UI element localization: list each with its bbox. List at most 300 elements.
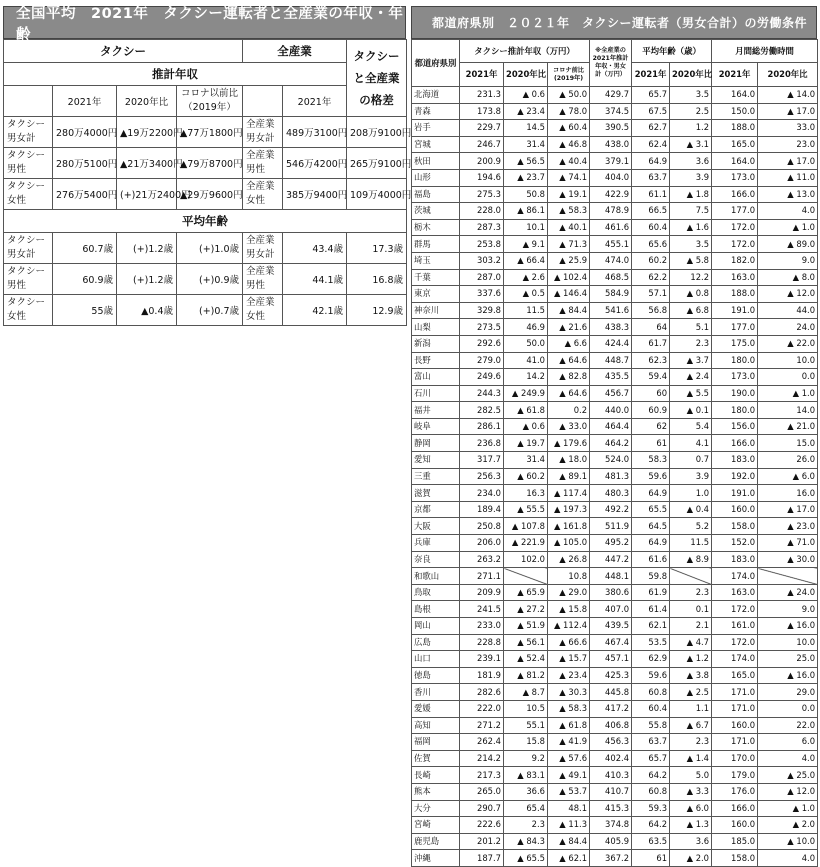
prefecture-name: 熊本 (412, 783, 460, 800)
all-industry-income: 448.7 (590, 352, 632, 369)
all-industry-income: 480.3 (590, 485, 632, 502)
income-2021: 329.8 (460, 302, 504, 319)
income-2020-ratio: 15.8 (504, 734, 548, 751)
age-2021: 62.1 (632, 618, 670, 635)
age-2020-ratio: ▲ 0.4 (670, 501, 712, 518)
age-2021: 65.6 (632, 236, 670, 253)
all-industry-income: 457.1 (590, 651, 632, 668)
prefecture-name: 栃木 (412, 219, 460, 236)
hours-2020-ratio: 0.0 (758, 700, 818, 717)
hours-2021: 172.0 (712, 601, 758, 618)
income-2020-ratio: 14.5 (504, 120, 548, 137)
income-corona-ratio: ▲ 26.8 (548, 551, 590, 568)
all-industry-income: 478.9 (590, 203, 632, 220)
age-2020-ratio: 5.1 (670, 319, 712, 336)
income-corona-ratio: ▲ 82.8 (548, 369, 590, 386)
income-2021: 209.9 (460, 584, 504, 601)
table-row (412, 833, 818, 850)
prefecture-name: 秋田 (412, 153, 460, 170)
income-2020-ratio: 31.4 (504, 136, 548, 153)
table-row (412, 402, 818, 419)
hours-2020-ratio: ▲ 16.0 (758, 618, 818, 635)
hours-2021: 173.0 (712, 369, 758, 386)
age-2020-ratio: ▲ 1.8 (670, 186, 712, 203)
hours-2021: 177.0 (712, 203, 758, 220)
hours-2021: 158.0 (712, 850, 758, 867)
blank-cell (4, 86, 53, 117)
age-2021: 64.2 (632, 817, 670, 834)
age-2021: 62.2 (632, 269, 670, 286)
all-industry-income: 438.0 (590, 136, 632, 153)
age-2020-ratio: 3.5 (670, 87, 712, 104)
age-2020-ratio: ▲ 5.5 (670, 385, 712, 402)
hours-2020-ratio: 14.0 (758, 402, 818, 419)
table-row (412, 203, 818, 220)
income-corona-ratio: ▲ 179.6 (548, 435, 590, 452)
age-2021: 60 (632, 385, 670, 402)
table-row (412, 418, 818, 435)
age-2020-ratio: ▲ 4.7 (670, 634, 712, 651)
gap-value: 208万9100円 (347, 117, 407, 148)
income-2021: 239.1 (460, 651, 504, 668)
all-industry-income: 379.1 (590, 153, 632, 170)
income-2021: 217.3 (460, 767, 504, 784)
prefecture-name: 島根 (412, 601, 460, 618)
age-2020-ratio: 11.5 (670, 535, 712, 552)
income-2021: 317.7 (460, 452, 504, 469)
prefecture-name: 愛知 (412, 452, 460, 469)
hours-2020-ratio: 22.0 (758, 717, 818, 734)
table-row (412, 153, 818, 170)
income-corona-ratio: ▲ 15.8 (548, 601, 590, 618)
all-industry-income: 456.7 (590, 385, 632, 402)
hours-2021: 179.0 (712, 767, 758, 784)
sub-2021: 2021年 (460, 63, 504, 87)
all-industry-income-header: ※全産業の2021年推計年収・男女計（万円） (590, 40, 632, 87)
taxi-2020-ratio-value: ▲0.4歳 (117, 295, 177, 326)
income-2020-ratio: ▲ 65.9 (504, 584, 548, 601)
income-2021: 271.1 (460, 568, 504, 585)
taxi-2021-value: 276万5400円 (53, 179, 117, 210)
hours-2021: 175.0 (712, 335, 758, 352)
all-industry-income: 467.4 (590, 634, 632, 651)
income-2020-ratio: 16.3 (504, 485, 548, 502)
income-2021: 234.0 (460, 485, 504, 502)
age-2021: 55.8 (632, 717, 670, 734)
hours-2021: 160.0 (712, 817, 758, 834)
age-2020-ratio: 5.0 (670, 767, 712, 784)
income-2020-ratio: ▲ 19.7 (504, 435, 548, 452)
table-row (412, 684, 818, 701)
prefecture-name: 茨城 (412, 203, 460, 220)
prefecture-name: 佐賀 (412, 750, 460, 767)
hours-2021: 182.0 (712, 252, 758, 269)
all-industry-income: 404.0 (590, 169, 632, 186)
age-2020-ratio: 5.4 (670, 418, 712, 435)
row-label: タクシー女性 (4, 179, 53, 210)
age-2021: 61.7 (632, 335, 670, 352)
table-row (412, 783, 818, 800)
age-2021: 53.5 (632, 634, 670, 651)
income-corona-ratio: ▲ 66.6 (548, 634, 590, 651)
table-row (412, 468, 818, 485)
prefecture-name: 高知 (412, 717, 460, 734)
prefecture-name: 新潟 (412, 335, 460, 352)
taxi-2021-value: 60.7歳 (53, 233, 117, 264)
income-2021: 201.2 (460, 833, 504, 850)
hours-2021: 163.0 (712, 269, 758, 286)
age-2020-ratio: ▲ 6.0 (670, 800, 712, 817)
prefecture-name: 大分 (412, 800, 460, 817)
prefecture-name: 山形 (412, 169, 460, 186)
prefecture-name: 青森 (412, 103, 460, 120)
prefecture-name: 宮崎 (412, 817, 460, 834)
age-2021: 64.2 (632, 767, 670, 784)
hours-2021: 176.0 (712, 783, 758, 800)
income-2020-ratio: ▲ 55.5 (504, 501, 548, 518)
income-2021: 246.7 (460, 136, 504, 153)
hours-2021: 166.0 (712, 435, 758, 452)
hours-2021: 172.0 (712, 219, 758, 236)
income-corona-ratio: ▲ 61.8 (548, 717, 590, 734)
hours-2021: 150.0 (712, 103, 758, 120)
pref-header: 都道府県別 (412, 40, 460, 87)
income-2020-ratio: 41.0 (504, 352, 548, 369)
all-industry-income: 410.3 (590, 767, 632, 784)
income-2021: 279.0 (460, 352, 504, 369)
table-row (412, 452, 818, 469)
age-2021: 63.5 (632, 833, 670, 850)
all-industry-income: 464.4 (590, 418, 632, 435)
all-industry-label: 全産業男女計 (243, 117, 283, 148)
table-row (412, 618, 818, 635)
gap-value: 109万4000円 (347, 179, 407, 210)
hours-2020-ratio: 33.0 (758, 120, 818, 137)
table-row (412, 269, 818, 286)
all-industry-2021-value: 42.1歳 (283, 295, 347, 326)
income-2021: 287.3 (460, 219, 504, 236)
income-2020-ratio: ▲ 65.5 (504, 850, 548, 867)
income-corona-ratio: ▲ 84.4 (548, 833, 590, 850)
table-row (4, 179, 407, 210)
income-2020-ratio: 50.8 (504, 186, 548, 203)
gap-header: タクシーと全産業の格差 (347, 40, 407, 117)
hours-2021: 180.0 (712, 352, 758, 369)
income-2020-ratio: ▲ 86.1 (504, 203, 548, 220)
all-industry-income: 405.9 (590, 833, 632, 850)
age-2021: 64.5 (632, 518, 670, 535)
age-2021: 60.4 (632, 700, 670, 717)
taxi-2021-value: 280万5100円 (53, 148, 117, 179)
prefecture-name: 兵庫 (412, 535, 460, 552)
income-corona-ratio: ▲ 197.3 (548, 501, 590, 518)
income-corona-ratio: ▲ 50.0 (548, 87, 590, 104)
prefecture-name: 富山 (412, 369, 460, 386)
age-2020-ratio: 3.6 (670, 153, 712, 170)
income-corona-ratio: ▲ 60.4 (548, 120, 590, 137)
age-2021: 64.9 (632, 535, 670, 552)
hours-2020-ratio: 44.0 (758, 302, 818, 319)
age-2021: 61.6 (632, 551, 670, 568)
prefecture-name: 北海道 (412, 87, 460, 104)
all-industry-income: 447.2 (590, 551, 632, 568)
income-corona-ratio: ▲ 40.4 (548, 153, 590, 170)
hours-2021: 170.0 (712, 750, 758, 767)
prefecture-name: 沖縄 (412, 850, 460, 867)
income-2020-ratio: ▲ 56.5 (504, 153, 548, 170)
table-row (412, 236, 818, 253)
prefecture-name: 福島 (412, 186, 460, 203)
prefecture-name: 神奈川 (412, 302, 460, 319)
income-2020-ratio: ▲ 52.4 (504, 651, 548, 668)
all-industry-income: 448.1 (590, 568, 632, 585)
table-row (412, 817, 818, 834)
table-row (412, 120, 818, 137)
all-industry-label: 全産業女性 (243, 295, 283, 326)
income-corona-ratio: ▲ 11.3 (548, 817, 590, 834)
income-2020-ratio: ▲ 0.5 (504, 286, 548, 303)
prefecture-name: 宮城 (412, 136, 460, 153)
income-2021: 253.8 (460, 236, 504, 253)
col-2021-all: 2021年 (283, 86, 347, 117)
hours-2020-ratio: ▲ 24.0 (758, 584, 818, 601)
prefecture-name: 鹿児島 (412, 833, 460, 850)
hours-2021: 183.0 (712, 452, 758, 469)
hours-group-header: 月間総労働時間 (712, 40, 818, 63)
hours-2020-ratio: ▲ 11.0 (758, 169, 818, 186)
all-industry-income: 422.9 (590, 186, 632, 203)
table-row (412, 302, 818, 319)
all-industry-income: 438.3 (590, 319, 632, 336)
hours-2021: 172.0 (712, 236, 758, 253)
age-2021: 61.4 (632, 601, 670, 618)
income-2020-ratio: ▲ 8.7 (504, 684, 548, 701)
income-corona-ratio: ▲ 15.7 (548, 651, 590, 668)
income-2021: 292.6 (460, 335, 504, 352)
row-label: タクシー男性 (4, 264, 53, 295)
income-2020-ratio: ▲ 51.9 (504, 618, 548, 635)
age-2020-ratio: ▲ 2.5 (670, 684, 712, 701)
taxi-corona-ratio-value: (+)0.7歳 (177, 295, 243, 326)
age-2021: 57.1 (632, 286, 670, 303)
income-group-header: タクシー推計年収（万円） (460, 40, 590, 63)
age-2021: 61 (632, 435, 670, 452)
income-2021: 214.2 (460, 750, 504, 767)
prefecture-name: 長野 (412, 352, 460, 369)
table-row (412, 800, 818, 817)
age-2020-ratio: ▲ 0.1 (670, 402, 712, 419)
hours-2020-ratio: 10.0 (758, 634, 818, 651)
income-2021: 262.4 (460, 734, 504, 751)
income-corona-ratio: ▲ 64.6 (548, 352, 590, 369)
col-2020-ratio: 2020年比 (117, 86, 177, 117)
age-2021: 61.9 (632, 584, 670, 601)
age-2020-ratio: 0.7 (670, 452, 712, 469)
income-corona-ratio: ▲ 33.0 (548, 418, 590, 435)
age-2020-ratio: ▲ 3.8 (670, 667, 712, 684)
all-industry-income: 464.2 (590, 435, 632, 452)
hours-2020-ratio: ▲ 10.0 (758, 833, 818, 850)
age-2021: 62.9 (632, 651, 670, 668)
income-2021: 282.5 (460, 402, 504, 419)
age-2020-ratio: ▲ 6.7 (670, 717, 712, 734)
income-2020-ratio: 102.0 (504, 551, 548, 568)
all-industry-income: 407.0 (590, 601, 632, 618)
all-industry-income: 439.5 (590, 618, 632, 635)
hours-2020-ratio: ▲ 21.0 (758, 418, 818, 435)
age-2020-ratio: 1.0 (670, 485, 712, 502)
hours-2020-ratio: 26.0 (758, 452, 818, 469)
table-row (412, 634, 818, 651)
gap-value: 16.8歳 (347, 264, 407, 295)
income-corona-ratio: ▲ 84.4 (548, 302, 590, 319)
age-2021: 59.4 (632, 369, 670, 386)
income-corona-ratio: ▲ 62.1 (548, 850, 590, 867)
prefecture-name: 広島 (412, 634, 460, 651)
income-2020-ratio: 65.4 (504, 800, 548, 817)
prefecture-name: 福井 (412, 402, 460, 419)
income-corona-ratio: ▲ 146.4 (548, 286, 590, 303)
age-2020-ratio: 0.1 (670, 601, 712, 618)
hours-2020-ratio: ▲ 22.0 (758, 335, 818, 352)
age-2020-ratio: 2.5 (670, 103, 712, 120)
age-2020-ratio: 2.3 (670, 584, 712, 601)
hours-2021: 156.0 (712, 418, 758, 435)
age-2020-ratio: 3.5 (670, 236, 712, 253)
hours-2021: 188.0 (712, 286, 758, 303)
row-label: タクシー男女計 (4, 117, 53, 148)
all-industry-income: 524.0 (590, 452, 632, 469)
age-2020-ratio (670, 568, 712, 585)
hours-2020-ratio: 4.0 (758, 750, 818, 767)
row-label: タクシー男女計 (4, 233, 53, 264)
prefecture-name: 千葉 (412, 269, 460, 286)
hours-2021: 185.0 (712, 833, 758, 850)
all-industry-income: 417.2 (590, 700, 632, 717)
all-industry-income: 410.7 (590, 783, 632, 800)
age-2021: 56.8 (632, 302, 670, 319)
hours-2021: 188.0 (712, 120, 758, 137)
hours-2021: 180.0 (712, 402, 758, 419)
income-corona-ratio: ▲ 6.6 (548, 335, 590, 352)
all-industry-income: 492.2 (590, 501, 632, 518)
taxi-corona-ratio-value: ▲77万1800円 (177, 117, 243, 148)
income-corona-ratio: ▲ 58.3 (548, 700, 590, 717)
all-industry-income: 468.5 (590, 269, 632, 286)
table-row (412, 850, 818, 867)
age-2020-ratio: ▲ 5.8 (670, 252, 712, 269)
age-2021: 62.7 (632, 120, 670, 137)
age-header: 平均年齢 (4, 210, 407, 233)
income-corona-ratio: ▲ 25.9 (548, 252, 590, 269)
hours-2021: 164.0 (712, 153, 758, 170)
income-corona-ratio: ▲ 117.4 (548, 485, 590, 502)
income-2021: 273.5 (460, 319, 504, 336)
age-2021: 60.8 (632, 684, 670, 701)
income-2020-ratio: 2.3 (504, 817, 548, 834)
income-2021: 222.6 (460, 817, 504, 834)
all-industry-income: 435.5 (590, 369, 632, 386)
income-2020-ratio: ▲ 249.9 (504, 385, 548, 402)
income-2021: 244.3 (460, 385, 504, 402)
income-2021: 303.2 (460, 252, 504, 269)
all-industry-income: 456.3 (590, 734, 632, 751)
income-2020-ratio: 50.0 (504, 335, 548, 352)
income-2021: 265.0 (460, 783, 504, 800)
age-2020-ratio: ▲ 3.7 (670, 352, 712, 369)
age-2020-ratio: ▲ 0.8 (670, 286, 712, 303)
table-row (4, 148, 407, 179)
age-2021: 60.8 (632, 783, 670, 800)
age-2020-ratio: ▲ 3.3 (670, 783, 712, 800)
income-corona-ratio: ▲ 74.1 (548, 169, 590, 186)
income-corona-ratio: ▲ 105.0 (548, 535, 590, 552)
income-corona-ratio: ▲ 40.1 (548, 219, 590, 236)
age-2021: 60.4 (632, 219, 670, 236)
sub-2020-ratio: 2020年比 (670, 63, 712, 87)
age-2021: 60.9 (632, 402, 670, 419)
all-industry-income: 425.3 (590, 667, 632, 684)
income-corona-ratio: ▲ 21.6 (548, 319, 590, 336)
taxi-header: タクシー (4, 40, 243, 63)
prefecture-name: 山梨 (412, 319, 460, 336)
income-corona-ratio: ▲ 57.6 (548, 750, 590, 767)
hours-2021: 174.0 (712, 651, 758, 668)
hours-2021: 165.0 (712, 136, 758, 153)
age-2020-ratio: ▲ 8.9 (670, 551, 712, 568)
all-industry-income: 511.9 (590, 518, 632, 535)
all-industry-income: 455.1 (590, 236, 632, 253)
taxi-2020-ratio-value: ▲19万2200円 (117, 117, 177, 148)
prefecture-name: 群馬 (412, 236, 460, 253)
income-corona-ratio: ▲ 30.3 (548, 684, 590, 701)
all-industry-2021-value: 546万4200円 (283, 148, 347, 179)
income-corona-ratio: ▲ 46.8 (548, 136, 590, 153)
income-corona-ratio: ▲ 58.3 (548, 203, 590, 220)
all-industry-income: 461.6 (590, 219, 632, 236)
all-industry-2021-value: 385万9400円 (283, 179, 347, 210)
table-row (412, 435, 818, 452)
hours-2020-ratio: 15.0 (758, 435, 818, 452)
income-2020-ratio: ▲ 2.6 (504, 269, 548, 286)
income-2021: 228.0 (460, 203, 504, 220)
all-industry-income: 445.8 (590, 684, 632, 701)
age-2021: 58.3 (632, 452, 670, 469)
age-2020-ratio: 3.9 (670, 169, 712, 186)
hours-2020-ratio: 16.0 (758, 485, 818, 502)
taxi-2020-ratio-value: (+)1.2歳 (117, 233, 177, 264)
income-corona-ratio: ▲ 102.4 (548, 269, 590, 286)
income-2021: 271.2 (460, 717, 504, 734)
income-corona-ratio: ▲ 19.1 (548, 186, 590, 203)
age-2020-ratio: ▲ 1.6 (670, 219, 712, 236)
income-2021: 337.6 (460, 286, 504, 303)
age-2021: 59.6 (632, 667, 670, 684)
income-2021: 286.1 (460, 418, 504, 435)
age-2021: 63.7 (632, 169, 670, 186)
age-2020-ratio: ▲ 3.1 (670, 136, 712, 153)
taxi-2020-ratio-value: ▲21万3400円 (117, 148, 177, 179)
income-2020-ratio: ▲ 23.4 (504, 103, 548, 120)
hours-2020-ratio: ▲ 89.0 (758, 236, 818, 253)
all-industry-income: 367.2 (590, 850, 632, 867)
income-corona-ratio: ▲ 71.3 (548, 236, 590, 253)
all-industry-income: 541.6 (590, 302, 632, 319)
income-2021: 231.3 (460, 87, 504, 104)
all-industry-income: 402.4 (590, 750, 632, 767)
income-corona-ratio: ▲ 89.1 (548, 468, 590, 485)
income-2020-ratio: ▲ 0.6 (504, 87, 548, 104)
